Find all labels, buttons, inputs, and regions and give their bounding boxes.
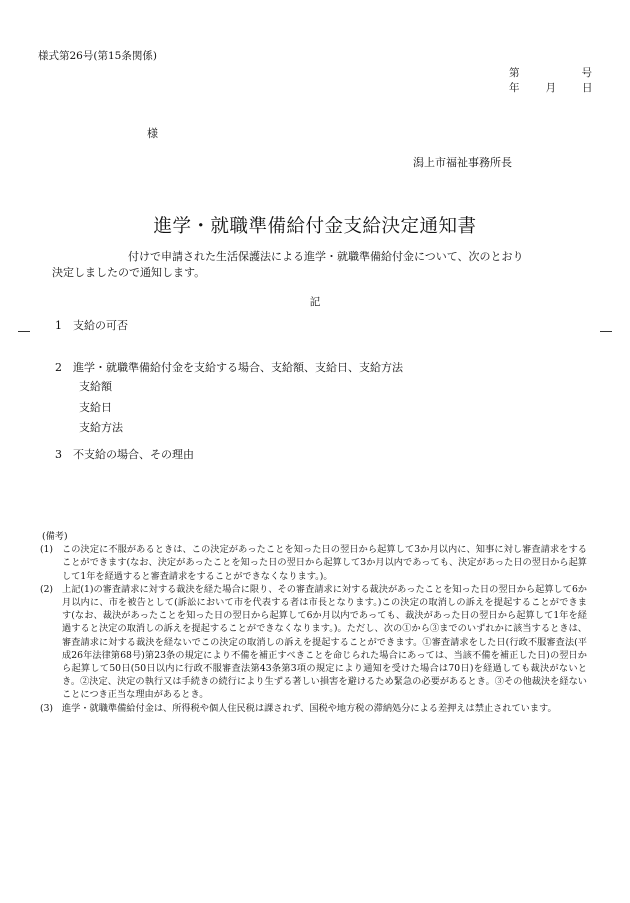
intro-line-1: 付けで申請された生活保護法による進学・就職準備給付金について、次のとおり — [128, 250, 524, 263]
section-1 — [55, 317, 128, 333]
recipient-honorific: 様 — [147, 127, 158, 140]
section-number: 3 — [55, 448, 62, 461]
intro-paragraph — [52, 249, 592, 281]
remark-number: (1) — [40, 544, 54, 556]
remark-item — [42, 583, 587, 702]
section-3 — [55, 446, 194, 462]
remark-number: (3) — [40, 702, 54, 714]
section-2 — [55, 359, 403, 375]
date-year-label: 年 — [509, 82, 520, 94]
section-text: 支給の可否 — [73, 319, 128, 332]
date-line — [509, 80, 593, 95]
remark-item — [42, 543, 587, 583]
section-2-item-method: 支給方法 — [79, 421, 123, 434]
remark-item — [42, 702, 587, 715]
issuer-name: 潟上市福祉事務所長 — [413, 156, 512, 169]
section-number: 2 — [55, 361, 62, 374]
section-text: 不支給の場合、その理由 — [73, 448, 194, 461]
section-2-item-amount: 支給額 — [79, 380, 112, 393]
section-text: 進学・就職準備給付金を支給する場合、支給額、支給日、支給方法 — [73, 361, 403, 374]
section-2-item-date: 支給日 — [79, 401, 112, 414]
remark-text: 進学・就職準備給付金は、所得税や個人住民税は課されず、国税や地方税の滞納処分による差押えは禁止されています。 — [62, 702, 557, 714]
fold-mark-right — [600, 331, 612, 332]
ki-marker: 記 — [309, 296, 321, 308]
document-number-line — [509, 65, 592, 80]
remark-text: この決定に不服があるときは、この決定があったことを知った日の翌日から起算して3か月以内に、知事に対し審査請求をすることができます(なお、決定があったことを知った日の翌日から起算して3か月以内であっても、決定があった日の翌日から起算して1年を経過すると審査請求をすることができなくなります。)。 — [62, 544, 587, 582]
section-number: 1 — [55, 319, 62, 332]
remarks-heading: (備考) — [42, 531, 68, 542]
fold-mark-left — [18, 331, 30, 332]
number-label-dai: 第 — [509, 67, 520, 79]
date-day-label: 日 — [582, 82, 593, 94]
remark-text: 上記(1)の審査請求に対する裁決を経た場合に限り、その審査請求に対する裁決があったことを知った日の翌日から起算して6か月以内に、市を被告として(訴訟において市を代表する者は市長となります。)この決定の取消しの訴えを提起することができます(なお、裁決があったことを知った日の翌日から起算して6か月以内であっても、裁決があった日の翌日から起算して1年を経過すると決定の取消しの訴えを提起することができなくなります。)。ただし、次の①から③までのいずれかに該当するときは、審査請求に対する裁決を経ないでこの決定の取消しの訴えを提起することができます。①審査請求をした日(行政不服審査法(平成26年法律第68号)第23条の規定により不備を補正すべきことを命じられた場合にあっては、当該不備を補正した日)の翌日から起算して50日(50日以内に行政不服審査法第43条第3項の規定により通知を受けた場合は70日)を経過しても裁決がないとき。②決定、決定の執行又は手続きの続行により生ずる著しい損害を避けるため緊急の必要があるとき。③その他裁決を経ないことにつき正当な理由があるとき。 — [62, 583, 587, 701]
form-number: 様式第26号(第15条関係) — [38, 50, 157, 62]
date-month-label: 月 — [545, 82, 556, 94]
number-label-go: 号 — [581, 67, 592, 79]
document-title: 進学・就職準備給付金支給決定通知書 — [153, 216, 477, 237]
remark-number: (2) — [40, 583, 54, 595]
intro-line-2: 決定しましたので通知します。 — [52, 266, 206, 279]
remarks-block — [42, 530, 587, 715]
